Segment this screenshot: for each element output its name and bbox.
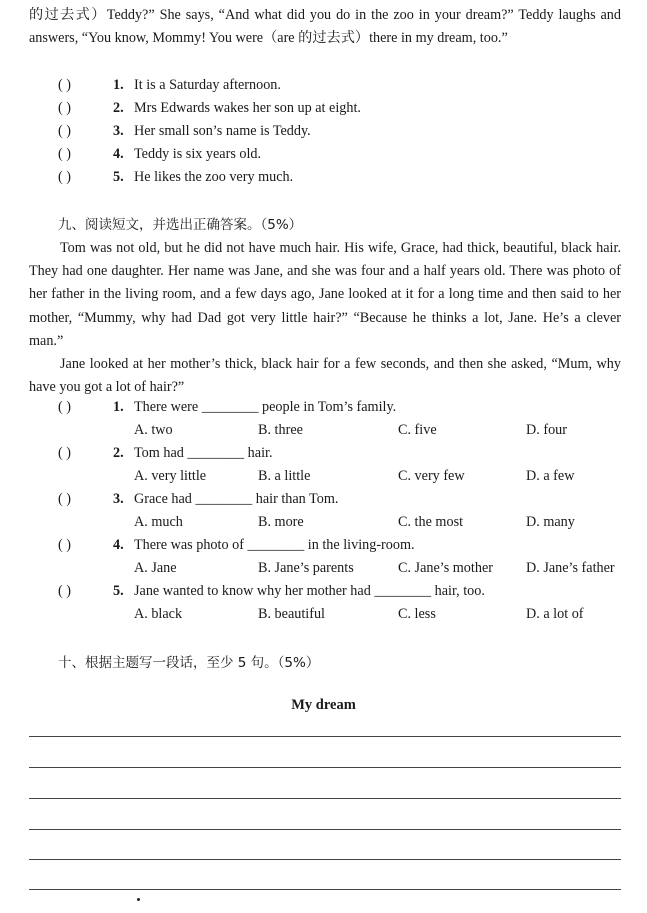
story-intro: 的过去式）Teddy?” She says, “And what did you do in the zoo in your dream?” Teddy laughs and answers, “You know, Mommy! You were（are 的过去式）there in my dream, too.” <box>29 7 621 47</box>
option-a[interactable]: A. two <box>134 422 173 438</box>
answer-paren[interactable]: ( ) <box>58 169 71 185</box>
answer-paren[interactable]: ( ) <box>58 100 71 116</box>
question-stem: Tom had ________ hair. <box>134 445 273 461</box>
option-c[interactable]: C. less <box>398 606 436 622</box>
writing-line[interactable] <box>29 798 621 799</box>
option-a[interactable]: A. very little <box>134 468 207 484</box>
question-stem: There were ________ people in Tom’s family. <box>134 399 397 415</box>
section-9-heading: 九、阅读短文，并选出正确答案。（5%） <box>58 217 303 233</box>
statement-text: Teddy is six years old. <box>134 146 262 162</box>
statement-text: Her small son’s name is Teddy. <box>134 123 311 139</box>
answer-paren[interactable]: ( ) <box>58 123 71 139</box>
question-number: 5. <box>113 583 124 599</box>
statement-text: He likes the zoo very much. <box>134 169 294 185</box>
answer-paren[interactable]: ( ) <box>58 146 71 162</box>
answer-paren[interactable]: ( ) <box>58 583 71 599</box>
writing-line[interactable] <box>29 736 621 737</box>
question-number: 5. <box>113 169 124 185</box>
passage-paragraph-1: Tom was not old, but he did not have much hair. His wife, Grace, had thick, beautiful, black hair. They had one daughter. Her name was Jane, and she was four and a half years old. There was photo of her father in the living room, and a few days ago, Jane looked at it for a long time and then said to her mother, “Mummy, why had Dad got very little hair?” “Because he thinks a lot, Jane. He’s a clever man.” <box>29 240 621 349</box>
option-a[interactable]: A. Jane <box>134 560 177 576</box>
statement-text: It is a Saturday afternoon. <box>134 77 281 93</box>
option-b[interactable]: B. a little <box>258 468 311 484</box>
question-number: 1. <box>113 77 124 93</box>
answer-paren[interactable]: ( ) <box>58 445 71 461</box>
question-number: 4. <box>113 146 124 162</box>
option-d[interactable]: D. Jane’s father <box>526 560 615 576</box>
question-number: 2. <box>113 100 124 116</box>
writing-line[interactable] <box>29 767 621 768</box>
option-c[interactable]: C. the most <box>398 514 464 530</box>
option-c[interactable]: C. five <box>398 422 437 438</box>
option-d[interactable]: D. many <box>526 514 575 530</box>
question-number: 1. <box>113 399 124 415</box>
option-d[interactable]: D. four <box>526 422 567 438</box>
question-number: 3. <box>113 491 124 507</box>
question-stem: Grace had ________ hair than Tom. <box>134 491 339 507</box>
answer-paren[interactable]: ( ) <box>58 77 71 93</box>
option-a[interactable]: A. black <box>134 606 183 622</box>
option-d[interactable]: D. a few <box>526 468 575 484</box>
option-b[interactable]: B. more <box>258 514 304 530</box>
answer-paren[interactable]: ( ) <box>58 537 71 553</box>
speck-mark <box>137 898 140 901</box>
option-b[interactable]: B. Jane’s parents <box>258 560 354 576</box>
writing-line[interactable] <box>29 829 621 830</box>
answer-paren[interactable]: ( ) <box>58 399 71 415</box>
question-number: 2. <box>113 445 124 461</box>
writing-line[interactable] <box>29 889 621 890</box>
option-d[interactable]: D. a lot of <box>526 606 584 622</box>
statement-text: Mrs Edwards wakes her son up at eight. <box>134 100 361 116</box>
question-number: 4. <box>113 537 124 553</box>
passage-paragraph-2: Jane looked at her mother’s thick, black hair for a few seconds, and then she asked, “Mum, why have you got a lot of hair?” <box>29 356 621 396</box>
section-10-heading: 十、根据主题写一段话，至少 5 句。（5%） <box>58 655 320 671</box>
option-c[interactable]: C. very few <box>398 468 465 484</box>
question-stem: There was photo of ________ in the living-room. <box>134 537 415 553</box>
question-stem: Jane wanted to know why her mother had ________ hair, too. <box>134 583 485 599</box>
option-b[interactable]: B. three <box>258 422 303 438</box>
option-a[interactable]: A. much <box>134 514 183 530</box>
essay-title: My dream <box>291 697 356 713</box>
question-number: 3. <box>113 123 124 139</box>
option-b[interactable]: B. beautiful <box>258 606 325 622</box>
writing-line[interactable] <box>29 859 621 860</box>
option-c[interactable]: C. Jane’s mother <box>398 560 493 576</box>
answer-paren[interactable]: ( ) <box>58 491 71 507</box>
